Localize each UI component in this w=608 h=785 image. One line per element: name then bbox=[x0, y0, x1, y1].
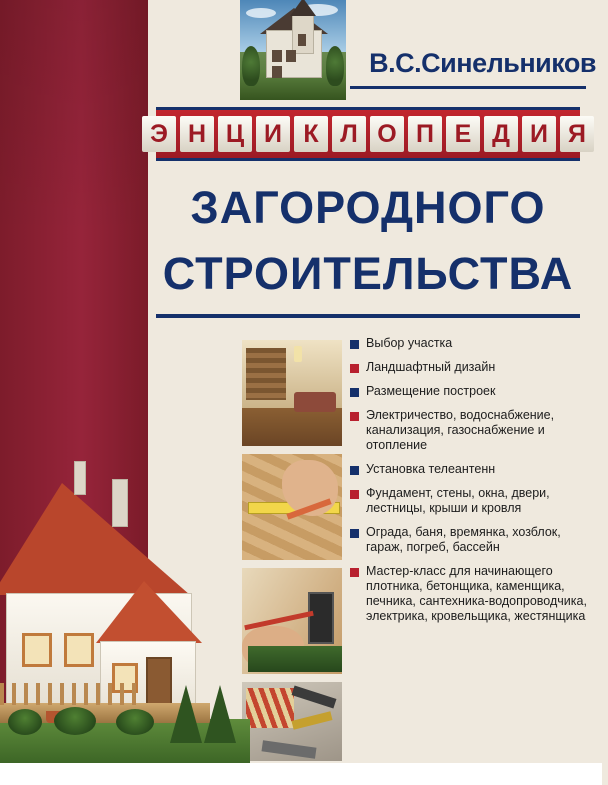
feature-label: Ландшафтный дизайн bbox=[366, 360, 496, 374]
right-edge-strip bbox=[602, 0, 608, 785]
interior-staircase-photo bbox=[240, 338, 344, 448]
series-banner-letter: Я bbox=[560, 116, 594, 152]
photo-window bbox=[298, 34, 306, 46]
photo-house-tower-roof bbox=[290, 0, 316, 16]
illustration-secondary-roof bbox=[96, 581, 202, 643]
series-banner-letter: И bbox=[256, 116, 290, 152]
series-banner-letter: Е bbox=[446, 116, 480, 152]
illustration-bush bbox=[116, 709, 154, 735]
tape-measure-on-board-photo bbox=[240, 452, 344, 562]
feature-label: Ограда, баня, времянка, хозблок, гараж, погреб, бассейн bbox=[366, 525, 561, 554]
thumb-electrical-box bbox=[308, 592, 334, 644]
photo-tree bbox=[242, 46, 260, 86]
feature-label: Установка телеантенн bbox=[366, 462, 496, 476]
photo-window bbox=[272, 50, 282, 62]
thumb-floor bbox=[242, 408, 342, 446]
feature-item bbox=[350, 486, 590, 516]
feature-item bbox=[350, 525, 590, 555]
bullet-square-icon bbox=[350, 412, 359, 421]
feature-item bbox=[350, 462, 590, 477]
photo-window bbox=[286, 50, 296, 62]
feature-label: Фундамент, стены, окна, двери, лестницы, крыши и кровля bbox=[366, 486, 550, 515]
bullet-square-icon bbox=[350, 466, 359, 475]
series-banner-letters bbox=[142, 116, 594, 152]
feature-item bbox=[350, 360, 590, 375]
bottom-white-strip bbox=[0, 763, 608, 785]
illustration-conifer bbox=[170, 685, 202, 743]
bullet-square-icon bbox=[350, 490, 359, 499]
feature-list bbox=[350, 336, 590, 633]
feature-item bbox=[350, 408, 590, 453]
illustration-main-roof bbox=[0, 483, 190, 595]
series-banner-letter: Э bbox=[142, 116, 176, 152]
illustration-bush bbox=[8, 709, 42, 735]
cottage-house-illustration bbox=[0, 363, 250, 763]
feature-label: Выбор участка bbox=[366, 336, 453, 350]
electrical-wiring-photo bbox=[240, 566, 344, 676]
illustration-door bbox=[146, 657, 172, 705]
series-banner-letter: О bbox=[370, 116, 404, 152]
feature-item bbox=[350, 564, 590, 624]
thumb-lamp bbox=[294, 346, 302, 362]
bullet-square-icon bbox=[350, 364, 359, 373]
author-underline bbox=[350, 86, 586, 89]
title-line-2: СТРОИТЕЛЬСТВА bbox=[162, 248, 574, 299]
series-banner-letter: К bbox=[294, 116, 328, 152]
illustration-window bbox=[22, 633, 52, 667]
illustration-bush bbox=[54, 707, 96, 735]
author-name: В.С.Синельников bbox=[369, 48, 596, 78]
series-banner-letter: Л bbox=[332, 116, 366, 152]
title-underline bbox=[156, 314, 580, 318]
illustration-railing bbox=[0, 683, 140, 705]
illustration-chimney bbox=[74, 461, 86, 495]
title-line-1: ЗАГОРОДНОГО bbox=[190, 182, 546, 233]
feature-item bbox=[350, 336, 590, 351]
series-banner bbox=[150, 107, 586, 161]
photo-window bbox=[272, 66, 282, 78]
illustration-chimney bbox=[112, 479, 128, 527]
thumb-staircase bbox=[246, 348, 286, 400]
series-banner-letter: И bbox=[522, 116, 556, 152]
photo-tree bbox=[326, 46, 344, 86]
series-banner-letter: Д bbox=[484, 116, 518, 152]
series-banner-letter: Ц bbox=[218, 116, 252, 152]
series-banner-letter: Н bbox=[180, 116, 214, 152]
illustration-conifer bbox=[204, 685, 236, 743]
feature-item bbox=[350, 384, 590, 399]
feature-label: Размещение построек bbox=[366, 384, 496, 398]
victorian-house-photo bbox=[240, 0, 348, 100]
bullet-square-icon bbox=[350, 388, 359, 397]
bullet-square-icon bbox=[350, 340, 359, 349]
bullet-square-icon bbox=[350, 568, 359, 577]
series-banner-letter: П bbox=[408, 116, 442, 152]
feature-label: Электричество, водоснабжение, канализация, газоснабжение и отопление bbox=[366, 408, 555, 452]
illustration-window bbox=[64, 633, 94, 667]
bullet-square-icon bbox=[350, 529, 359, 538]
thumb-foliage bbox=[248, 646, 344, 672]
tools-and-paint-swatches-photo bbox=[240, 680, 344, 763]
thumb-sofa bbox=[294, 392, 336, 412]
feature-label: Мастер-класс для начинающего плотника, бетонщика, каменщика, печника, сантехника-водопроводчика, электрика, кровельщика, жестянщика bbox=[366, 564, 587, 623]
thumb-paint-swatch-fan bbox=[246, 688, 294, 728]
